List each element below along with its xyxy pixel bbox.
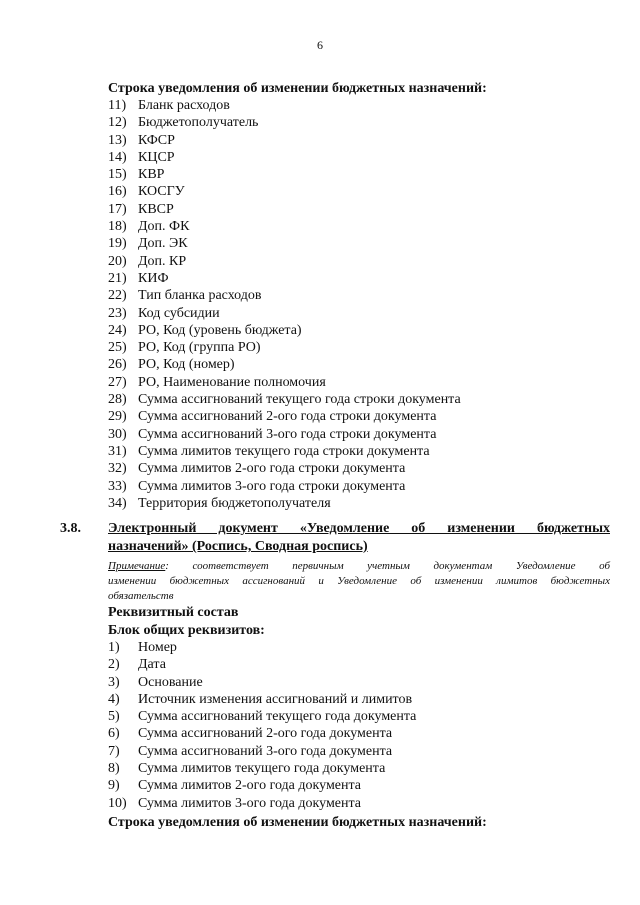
list-item-text: Сумма ассигнований 3-ого года строки документа bbox=[138, 426, 437, 442]
list-item-number: 30) bbox=[108, 426, 127, 442]
block2-list bbox=[108, 639, 417, 812]
block2-footer-heading: Строка уведомления об изменении бюджетных назначений: bbox=[108, 815, 487, 830]
block1-heading: Строка уведомления об изменении бюджетных назначений: bbox=[108, 81, 487, 96]
list-item-number: 17) bbox=[108, 201, 127, 217]
section-title bbox=[108, 520, 610, 556]
list-item bbox=[108, 443, 430, 460]
list-item bbox=[108, 287, 262, 304]
list-item-number: 28) bbox=[108, 392, 127, 408]
list-item-number: 3) bbox=[108, 674, 120, 690]
list-item-number: 4) bbox=[108, 691, 120, 707]
list-item bbox=[108, 760, 386, 777]
list-item bbox=[108, 674, 203, 691]
list-item-text: КОСГУ bbox=[138, 184, 185, 200]
list-item bbox=[108, 374, 326, 391]
list-item-text: Тип бланка расходов bbox=[138, 288, 262, 304]
list-item bbox=[108, 149, 175, 166]
list-item-text: КВР bbox=[138, 167, 165, 183]
note-line2: изменении бюджетных ассигнований и Уведомление об изменении лимитов бюджетных bbox=[108, 575, 610, 587]
list-item-text: Доп. ЭК bbox=[138, 236, 188, 252]
list-item-number: 1) bbox=[108, 640, 120, 655]
list-item-number: 12) bbox=[108, 115, 127, 131]
list-item-text: Сумма ассигнований 2-ого года строки документа bbox=[138, 409, 437, 425]
section-title-line2: назначений» (Роспись, Сводная роспись) bbox=[108, 539, 368, 554]
note-line1: : соответствует первичным учетным документам Уведомление об bbox=[165, 560, 610, 572]
list-item bbox=[108, 114, 259, 131]
list-item-text: Доп. КР bbox=[138, 253, 187, 269]
list-item-text: Территория бюджетополучателя bbox=[138, 495, 331, 511]
list-item-number: 16) bbox=[108, 184, 127, 200]
requisites-heading: Реквизитный состав bbox=[108, 605, 239, 620]
list-item-text: Основание bbox=[138, 674, 203, 690]
list-item-number: 7) bbox=[108, 743, 120, 759]
list-item-number: 24) bbox=[108, 322, 127, 338]
list-item bbox=[108, 166, 165, 183]
list-item bbox=[108, 253, 187, 270]
list-item-number: 15) bbox=[108, 167, 127, 183]
list-item-text: Сумма лимитов текущего года документа bbox=[138, 761, 386, 777]
list-item-text: Дата bbox=[138, 657, 166, 673]
list-item-text: Номер bbox=[138, 640, 177, 655]
list-item-text: РО, Код (группа РО) bbox=[138, 340, 261, 356]
list-item-text: КФСР bbox=[138, 132, 175, 148]
note-label: Примечание bbox=[108, 560, 166, 572]
list-item-text: Источник изменения ассигнований и лимитов bbox=[138, 691, 413, 707]
list-item bbox=[108, 391, 461, 408]
list-item bbox=[108, 691, 413, 708]
list-item bbox=[108, 201, 174, 218]
list-item-text: РО, Наименование полномочия bbox=[138, 374, 326, 390]
list-item bbox=[108, 305, 220, 322]
section-title-line1: Электронный документ «Уведомление об изменении бюджетных bbox=[108, 521, 610, 536]
list-item-number: 31) bbox=[108, 443, 127, 459]
list-item-text: КЦСР bbox=[138, 149, 175, 165]
list-item-text: Бланк расходов bbox=[138, 98, 230, 113]
list-item-text: КВСР bbox=[138, 201, 174, 217]
list-item-number: 18) bbox=[108, 219, 127, 235]
list-item bbox=[108, 725, 393, 742]
list-item-number: 8) bbox=[108, 761, 120, 777]
list-item-number: 10) bbox=[108, 795, 127, 811]
list-item-text: РО, Код (уровень бюджета) bbox=[138, 322, 302, 338]
list-item bbox=[108, 97, 230, 114]
list-item-text: Сумма лимитов текущего года строки документа bbox=[138, 443, 430, 459]
list-item-text: РО, Код (номер) bbox=[138, 357, 235, 373]
list-item-number: 21) bbox=[108, 270, 127, 286]
list-item bbox=[108, 218, 190, 235]
list-item-text: Сумма лимитов 2-ого года строки документа bbox=[138, 461, 406, 477]
list-item bbox=[108, 339, 261, 356]
list-item-text: Бюджетополучатель bbox=[138, 115, 259, 131]
list-item bbox=[108, 132, 175, 149]
note bbox=[108, 559, 610, 604]
list-item-text: Код субсидии bbox=[138, 305, 220, 321]
list-item bbox=[108, 183, 185, 200]
list-item-number: 14) bbox=[108, 149, 127, 165]
list-item bbox=[108, 235, 188, 252]
list-item-number: 6) bbox=[108, 726, 120, 742]
list-item-number: 25) bbox=[108, 340, 127, 356]
list-item-number: 19) bbox=[108, 236, 127, 252]
list-item-text: Сумма ассигнований 3-ого года документа bbox=[138, 743, 393, 759]
list-item-number: 2) bbox=[108, 657, 120, 673]
list-item-text: Сумма ассигнований текущего года документа bbox=[138, 709, 417, 725]
list-item-number: 32) bbox=[108, 461, 127, 477]
note-line3: обязательств bbox=[108, 590, 174, 602]
list-item-number: 34) bbox=[108, 495, 127, 511]
list-item-number: 23) bbox=[108, 305, 127, 321]
common-block-heading: Блок общих реквизитов: bbox=[108, 623, 265, 638]
list-item bbox=[108, 777, 362, 794]
list-item-text: Сумма ассигнований текущего года строки документа bbox=[138, 392, 461, 408]
list-item-number: 29) bbox=[108, 409, 127, 425]
list-item bbox=[108, 639, 177, 656]
section-number: 3.8. bbox=[60, 521, 81, 536]
list-item bbox=[108, 656, 166, 673]
list-item-number: 13) bbox=[108, 132, 127, 148]
list-item-number: 33) bbox=[108, 478, 127, 494]
list-item-number: 9) bbox=[108, 778, 120, 794]
list-item bbox=[108, 495, 331, 512]
list-item-text: Сумма ассигнований 2-ого года документа bbox=[138, 726, 393, 742]
list-item-text: Сумма лимитов 3-ого года строки документа bbox=[138, 478, 406, 494]
list-item bbox=[108, 708, 417, 725]
list-item bbox=[108, 270, 169, 287]
block1-list bbox=[108, 97, 461, 512]
list-item-number: 22) bbox=[108, 288, 127, 304]
list-item-number: 20) bbox=[108, 253, 127, 269]
list-item bbox=[108, 356, 235, 373]
list-item bbox=[108, 743, 393, 760]
list-item-number: 5) bbox=[108, 709, 120, 725]
list-item bbox=[108, 408, 437, 425]
list-item-text: КИФ bbox=[138, 270, 169, 286]
list-item-text: Сумма лимитов 3-ого года документа bbox=[138, 795, 362, 811]
list-item bbox=[108, 426, 437, 443]
list-item-number: 27) bbox=[108, 374, 127, 390]
list-item-number: 26) bbox=[108, 357, 127, 373]
list-item-text: Сумма лимитов 2-ого года документа bbox=[138, 778, 362, 794]
list-item-text: Доп. ФК bbox=[138, 219, 190, 235]
list-item bbox=[108, 460, 406, 477]
list-item bbox=[108, 795, 362, 812]
list-item-number: 11) bbox=[108, 98, 127, 113]
page-number: 6 bbox=[317, 38, 323, 52]
list-item bbox=[108, 478, 406, 495]
list-item bbox=[108, 322, 302, 339]
